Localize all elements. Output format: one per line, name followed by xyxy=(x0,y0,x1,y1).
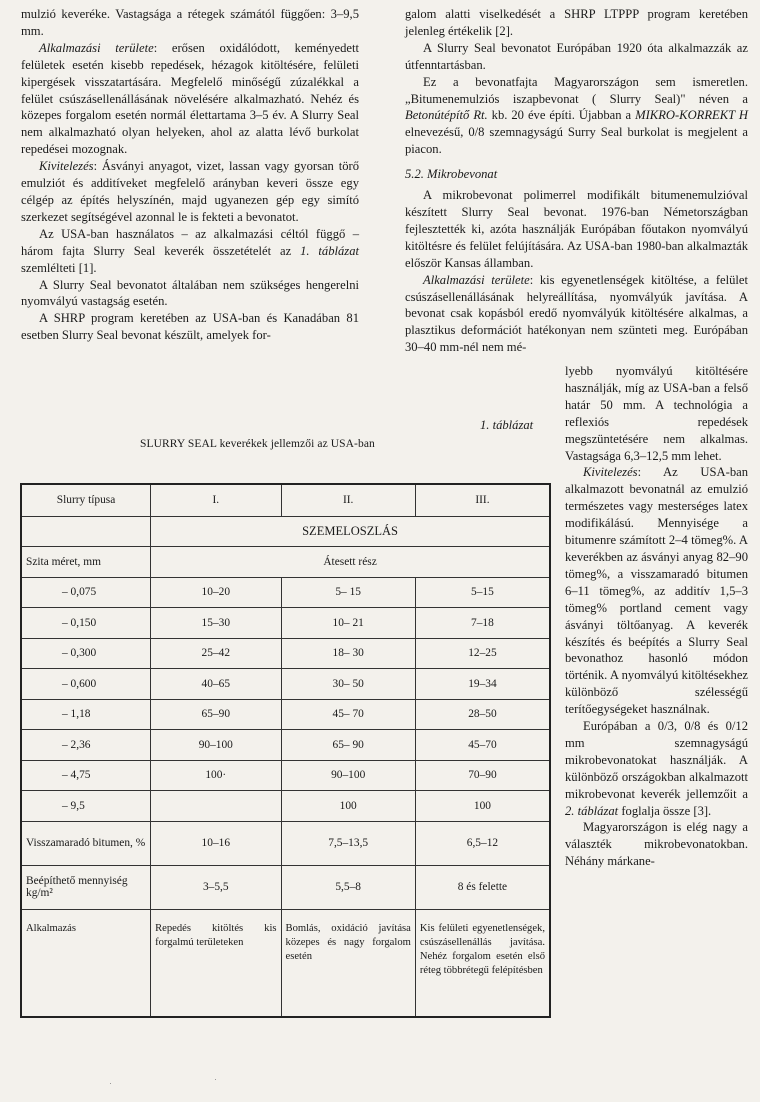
table-cell: 5– 15 xyxy=(281,577,415,608)
paragraph xyxy=(21,226,359,277)
table-cell: 5–15 xyxy=(415,577,550,608)
scan-speck xyxy=(215,1079,216,1080)
paragraph xyxy=(405,74,748,159)
table-title: SLURRY SEAL keverékek jellemzői az USA-ban xyxy=(140,438,375,450)
text: : erősen oxidálódott, keményedett felületek esetén kisebb repedések, hézagok kitöltésére, felületi kipergések visszatartására. Megfelelő minőségű zúzalékkal a felület csúszásellenállásának növelésére alkalmazható. Nehéz és közepes forgalom esetén normál élettartama 3–5 év. A Slurry Seal nem alkalmazható olyan helyeken, ahol az alatta lévő burkolat repedései mozognak. xyxy=(21,40,359,157)
sieve-size: – 4,75 xyxy=(21,760,151,791)
table-cell: 18– 30 xyxy=(281,638,415,669)
table-row xyxy=(21,516,550,546)
table-number: 1. táblázat xyxy=(480,418,534,432)
table-row xyxy=(21,760,550,791)
table-reference: 2. táblázat xyxy=(565,803,619,818)
text: kb. 20 éve építi. Újabban a xyxy=(487,108,636,123)
table-cell xyxy=(151,791,281,822)
table-cell: 100 xyxy=(415,791,550,822)
product-name: MIKRO-KORREKT H xyxy=(635,108,748,123)
text: elnevezésű, 0/8 szemnagyságú Surry Seal burkolat is megjelent a piacon. xyxy=(405,125,748,157)
type-header: II. xyxy=(281,484,415,516)
table-row xyxy=(21,638,550,669)
table-cell: 15–30 xyxy=(151,608,281,639)
table-cell: 19–34 xyxy=(415,669,550,700)
type-header: I. xyxy=(151,484,281,516)
paragraph xyxy=(565,464,748,718)
table-cell: 8 és felette xyxy=(415,865,550,909)
residual-label: Visszamaradó bitumen, % xyxy=(21,821,151,865)
table-cell: 30– 50 xyxy=(281,669,415,700)
sieve-label: Szita méret, mm xyxy=(21,546,151,577)
table-cell: 7–18 xyxy=(415,608,550,639)
table-cell: Bomlás, oxidáció javítása közepes és nagy forgalom esetén xyxy=(281,909,415,1017)
passing-label: Átesett rész xyxy=(151,546,550,577)
amount-label: Beépíthető mennyiség kg/m² xyxy=(21,865,151,909)
table-cell: 70–90 xyxy=(415,760,550,791)
section-heading: 5.2. Mikrobevonat xyxy=(405,167,498,182)
table-row xyxy=(21,909,550,1017)
paragraph xyxy=(565,718,748,819)
term: Kivitelezés xyxy=(583,465,638,480)
table-cell: 28–50 xyxy=(415,699,550,730)
paragraph xyxy=(405,272,748,357)
table-row xyxy=(21,608,550,639)
table-cell: 10–20 xyxy=(151,577,281,608)
paragraph xyxy=(21,158,359,226)
table-reference: 1. táblázat xyxy=(300,243,360,258)
table-cell: 65– 90 xyxy=(281,730,415,761)
table-cell: 90–100 xyxy=(151,730,281,761)
text: Ez a bevonatfajta Magyarországon sem ismeretlen. „Bitumenemulziós iszapbevonat ( Slurry Seal)" néven a xyxy=(405,74,748,106)
empty-cell xyxy=(21,516,151,546)
table-cell: 65–90 xyxy=(151,699,281,730)
text: : Ásványi anyagot, vizet, lassan vagy gyorsan törő emulziót és additíveket megfelelő arányban keveri össze egy célgép az építés helyszínén, majd ugyanezen gép egy simító szerkezet segítségével azonnal le is fekteti a bevonatot. xyxy=(21,159,359,224)
table-cell: 90–100 xyxy=(281,760,415,791)
text: : Az USA-ban alkalmazott bevonatnál az emulzió természetes vagy mesterséges latex modifikálású. Mennyisége a bitumenre számított 2–4 tömeg%. A keverékben az ásványi anyag 82–90 tömeg%, a visszamaradó bitumen 6–11 tömeg%, az additív 1,5–3 tömeg% portland cement vagy ásványi töltőanyag. A keverék készítés és beépítés a Slurry Seal bevonathoz hasonló módon történik. A nyomvályú kitöltésekhez különböző szélességű terítőegységeket használnak. xyxy=(565,465,748,717)
table-row xyxy=(21,865,550,909)
table-row xyxy=(21,699,550,730)
right-narrow-column xyxy=(565,363,748,870)
slurry-seal-table xyxy=(20,483,551,1018)
table-cell: 25–42 xyxy=(151,638,281,669)
type-label: Slurry típusa xyxy=(21,484,151,516)
text: Európában a 0/3, 0/8 és 0/12 mm szemnagyságú mikrobevonatokat használják. A különböző országokban alkalmazott mikrobevonat keverék jellemzőit a xyxy=(565,719,748,801)
table-cell: 12–25 xyxy=(415,638,550,669)
paragraph: galom alatti viselkedését a SHRP LTPPP program keretében jelenleg értékelik [2]. xyxy=(405,7,748,38)
paragraph: Magyarországon is elég nagy a választék mikrobevonatokban. Néhány márkane- xyxy=(565,820,748,869)
text: foglalja össze [3]. xyxy=(618,803,712,818)
table-cell: 100 xyxy=(281,791,415,822)
table-row xyxy=(21,484,550,516)
sieve-size: – 0,150 xyxy=(21,608,151,639)
text: : kis egyenetlenségek kitöltése, a felület csúszásellenállásának helyreállítása, nyomvályúk javítása. A bevonat csak kopásból eredő nyomvályúk kitöltésére alkalmas, a plasztikus deformációt hatékonyan nem szünteti meg. Európában 30–40 mm-nél nem mé- xyxy=(405,272,748,355)
term: Kivitelezés xyxy=(39,159,94,174)
table-row xyxy=(21,577,550,608)
sieve-size: – 0,300 xyxy=(21,638,151,669)
table-cell: 100· xyxy=(151,760,281,791)
type-header: III. xyxy=(415,484,550,516)
sieve-size: – 0,075 xyxy=(21,577,151,608)
table-cell: 3–5,5 xyxy=(151,865,281,909)
table-cell: 6,5–12 xyxy=(415,821,550,865)
section-header: SZEMELOSZLÁS xyxy=(151,516,550,546)
sieve-size: – 9,5 xyxy=(21,791,151,822)
table-cell: Kis felületi egyenetlenségek, csúszásellenállás javítása. Nehéz forgalom esetén első réteg többrétegű felépítésben xyxy=(415,909,550,1017)
table-cell: 10– 21 xyxy=(281,608,415,639)
table-cell: 40–65 xyxy=(151,669,281,700)
paragraph: A Slurry Seal bevonatot Európában 1920 óta alkalmazzák az útfenntartásban. xyxy=(405,40,748,72)
text: Az USA-ban használatos – az alkalmazási céltól függő – három fajta Slurry Seal keverék összetételét az xyxy=(21,226,359,258)
scan-speck xyxy=(110,1083,111,1084)
paragraph xyxy=(21,40,359,158)
paragraph: lyebb nyomvályú kitöltésére használják, míg az USA-ban a felső határ 50 mm. A technológia a reflexiós repedések megszüntetésére nem alkalmas. Vastagsága 6,3–12,5 mm lehet. xyxy=(565,364,748,463)
left-column xyxy=(21,6,359,344)
table-cell: 10–16 xyxy=(151,821,281,865)
table-cell: 7,5–13,5 xyxy=(281,821,415,865)
table-cell: Repedés kitöltés kis forgalmú területeken xyxy=(151,909,281,1017)
paragraph: A SHRP program keretében az USA-ban és Kanadában 81 esetben Slurry Seal bevonat készült, amelyek for- xyxy=(21,311,359,343)
term: Alkalmazási területe xyxy=(39,40,154,55)
right-column xyxy=(405,6,748,356)
use-label: Alkalmazás xyxy=(21,909,151,1017)
paragraph: A mikrobevonat polimerrel modifikált bitumenemulzióval készített Slurry Seal bevonat. 1976-ban Németországban fejlesztették ki, azóta használják Európában főutakon nyomvályú kitöltésre és felület felújítására. Az USA-ban 1980-ban alkalmazták először Kansas államban. xyxy=(405,188,748,270)
table-cell: 45– 70 xyxy=(281,699,415,730)
table-cell: 45–70 xyxy=(415,730,550,761)
sieve-size: – 0,600 xyxy=(21,669,151,700)
table-row xyxy=(21,791,550,822)
table-row xyxy=(21,669,550,700)
term: Alkalmazási területe xyxy=(423,272,530,287)
paragraph: mulzió keveréke. Vastagsága a rétegek számától függően: 3–9,5 mm. xyxy=(21,7,359,38)
table-cell: 5,5–8 xyxy=(281,865,415,909)
table-row xyxy=(21,546,550,577)
text: szemlélteti [1]. xyxy=(21,260,97,275)
table-row xyxy=(21,730,550,761)
paragraph: A Slurry Seal bevonatot általában nem szükséges hengerelni nyomvályú vastagság esetén. xyxy=(21,277,359,309)
company-name: Betonútépítő Rt. xyxy=(405,108,488,123)
sieve-size: – 1,18 xyxy=(21,699,151,730)
sieve-size: – 2,36 xyxy=(21,730,151,761)
table-row xyxy=(21,821,550,865)
